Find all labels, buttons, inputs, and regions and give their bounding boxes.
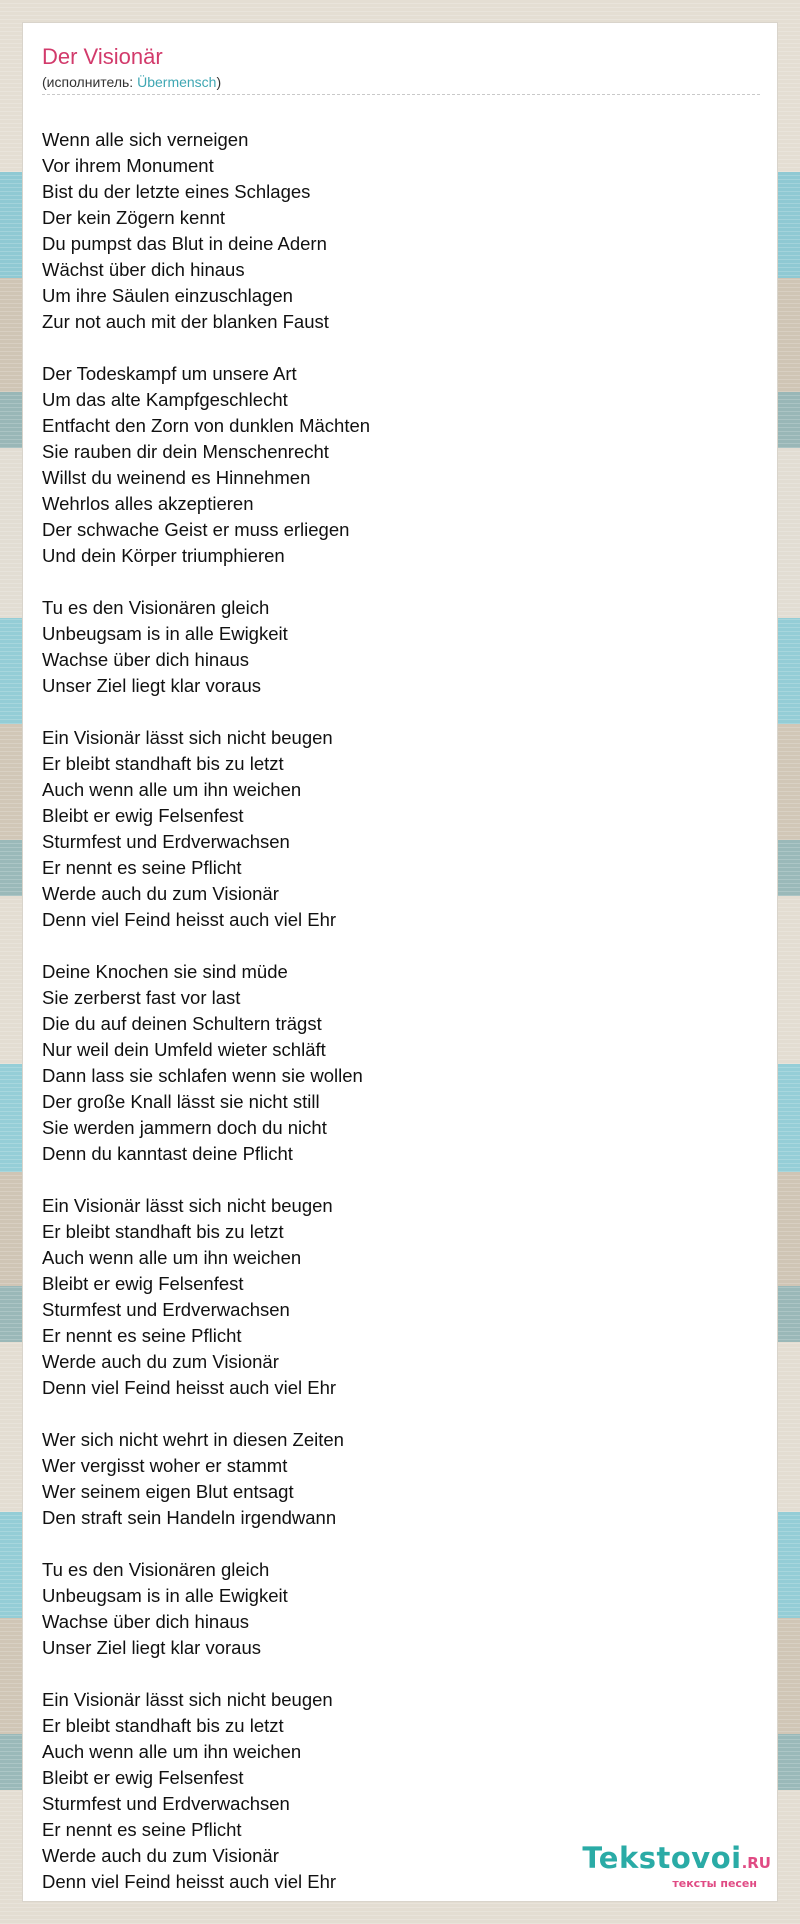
lyric-line: Um das alte Kampfgeschlecht: [42, 389, 288, 410]
lyric-line: Denn viel Feind heisst auch viel Ehr: [42, 909, 337, 930]
lyric-line: Werde auch du zum Visionär: [42, 1351, 279, 1372]
lyric-line: Bleibt er ewig Felsenfest: [42, 805, 244, 826]
lyric-line: Der große Knall lässt sie nicht still: [42, 1091, 320, 1112]
lyrics-text: [42, 127, 742, 1921]
logo-wordmark: [582, 1841, 771, 1875]
lyric-line: Sturmfest und Erdverwachsen: [42, 1299, 290, 1320]
lyric-line: Der Todeskampf um unsere Art: [42, 363, 297, 384]
lyric-line: Und dein Körper triumphieren: [42, 545, 285, 566]
lyric-line: Er bleibt standhaft bis zu letzt: [42, 1221, 284, 1242]
lyric-line: Entfacht den Zorn von dunklen Mächten: [42, 415, 371, 436]
lyric-line: Denn viel Feind heisst auch viel Ehr: [42, 1871, 337, 1892]
lyrics-stanza: [42, 1557, 742, 1661]
performer-prefix: (исполнитель:: [42, 74, 138, 90]
lyrics-stanza: [42, 595, 742, 699]
lyric-line: Denn du kanntast deine Pflicht: [42, 1143, 293, 1164]
lyric-line: Ein Visionär lässt sich nicht beugen: [42, 1195, 333, 1216]
lyric-line: Er nennt es seine Pflicht: [42, 857, 242, 878]
lyric-line: Der schwache Geist er muss erliegen: [42, 519, 350, 540]
lyrics-card: [22, 22, 778, 1902]
lyric-line: Wachse über dich hinaus: [42, 1611, 250, 1632]
lyric-line: Werde auch du zum Visionär: [42, 883, 279, 904]
lyric-line: Vor ihrem Monument: [42, 155, 214, 176]
performer-suffix: ): [216, 74, 222, 90]
lyric-line: Tu es den Visionären gleich: [42, 597, 270, 618]
lyric-line: Wer sich nicht wehrt in diesen Zeiten: [42, 1429, 344, 1450]
lyric-line: Er bleibt standhaft bis zu letzt: [42, 1715, 284, 1736]
tekstovoi-logo[interactable]: [571, 1841, 771, 1891]
artist-link[interactable]: Übermensch: [137, 74, 217, 90]
lyric-line: Er bleibt standhaft bis zu letzt: [42, 753, 284, 774]
lyric-line: Zur not auch mit der blanken Faust: [42, 311, 329, 332]
logo-tld: .RU: [741, 1854, 771, 1872]
lyric-line: Unser Ziel liegt klar voraus: [42, 1637, 261, 1658]
logo-name: Tekstovoi: [582, 1841, 742, 1875]
lyric-line: Wenn alle sich verneigen: [42, 129, 249, 150]
lyric-line: Werde auch du zum Visionär: [42, 1845, 279, 1866]
lyric-line: Sie zerberst fast vor last: [42, 987, 241, 1008]
lyric-line: Deine Knochen sie sind müde: [42, 961, 288, 982]
lyric-line: Ein Visionär lässt sich nicht beugen: [42, 727, 333, 748]
lyric-line: Nur weil dein Umfeld wieter schläft: [42, 1039, 326, 1060]
lyric-line: Sie werden jammern doch du nicht: [42, 1117, 327, 1138]
lyric-line: Wehrlos alles akzeptieren: [42, 493, 254, 514]
lyric-line: Unser Ziel liegt klar voraus: [42, 675, 261, 696]
lyric-line: Unbeugsam is in alle Ewigkeit: [42, 623, 288, 644]
lyric-line: Denn viel Feind heisst auch viel Ehr: [42, 1377, 337, 1398]
song-title: Der Visionär: [42, 44, 163, 69]
lyric-line: Sie rauben dir dein Menschenrecht: [42, 441, 329, 462]
lyric-line: Er nennt es seine Pflicht: [42, 1819, 242, 1840]
lyric-line: Wer seinem eigen Blut entsagt: [42, 1481, 294, 1502]
lyric-line: Wachse über dich hinaus: [42, 649, 250, 670]
lyric-line: Ein Visionär lässt sich nicht beugen: [42, 1689, 333, 1710]
lyric-line: Wer vergisst woher er stammt: [42, 1455, 288, 1476]
lyrics-stanza: [42, 127, 742, 335]
lyrics-stanza: [42, 959, 742, 1167]
lyric-line: Um ihre Säulen einzuschlagen: [42, 285, 293, 306]
lyric-line: Bist du der letzte eines Schlages: [42, 181, 311, 202]
lyrics-stanza: [42, 361, 742, 569]
logo-tagline: тексты песен: [672, 1877, 757, 1890]
lyric-line: Wächst über dich hinaus: [42, 259, 245, 280]
performer-line: [42, 73, 760, 95]
lyrics-stanza: [42, 1427, 742, 1531]
lyrics-stanza: [42, 1193, 742, 1401]
lyric-line: Auch wenn alle um ihn weichen: [42, 1741, 302, 1762]
lyric-line: Auch wenn alle um ihn weichen: [42, 1247, 302, 1268]
lyric-line: Die du auf deinen Schultern trägst: [42, 1013, 322, 1034]
lyric-line: Tu es den Visionären gleich: [42, 1559, 270, 1580]
lyric-line: Dann lass sie schlafen wenn sie wollen: [42, 1065, 363, 1086]
lyric-line: Den straft sein Handeln irgendwann: [42, 1507, 337, 1528]
lyric-line: Willst du weinend es Hinnehmen: [42, 467, 311, 488]
lyric-line: Er nennt es seine Pflicht: [42, 1325, 242, 1346]
lyric-line: Sturmfest und Erdverwachsen: [42, 1793, 290, 1814]
lyric-line: Bleibt er ewig Felsenfest: [42, 1767, 244, 1788]
lyric-line: Unbeugsam is in alle Ewigkeit: [42, 1585, 288, 1606]
lyric-line: Du pumpst das Blut in deine Adern: [42, 233, 327, 254]
lyric-line: Sturmfest und Erdverwachsen: [42, 831, 290, 852]
lyric-line: Bleibt er ewig Felsenfest: [42, 1273, 244, 1294]
lyric-line: Der kein Zögern kennt: [42, 207, 226, 228]
lyrics-stanza: [42, 725, 742, 933]
lyric-line: Auch wenn alle um ihn weichen: [42, 779, 302, 800]
